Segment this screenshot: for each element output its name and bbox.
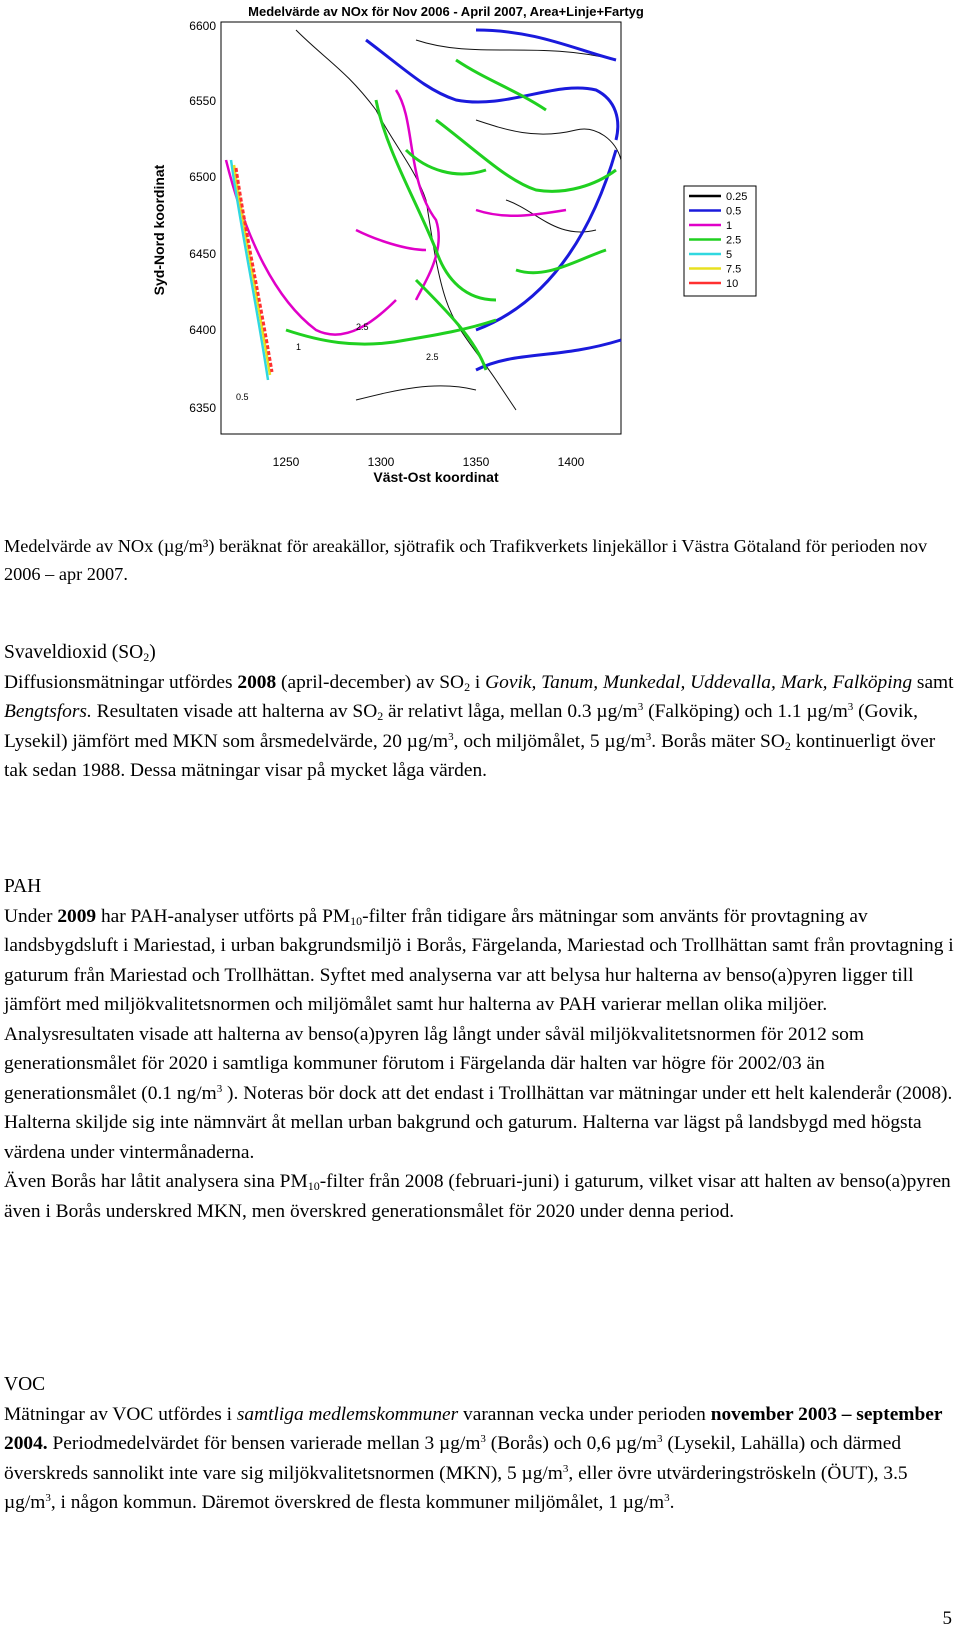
map-legend	[684, 186, 756, 296]
y-tick-label: 6400	[189, 323, 216, 337]
so2-text: Resultaten visade att halterna av SO	[91, 701, 378, 722]
voc-sup: 3	[562, 1462, 569, 1475]
voc-sup: 3	[657, 1433, 663, 1445]
so2-text: (Falköping) och 1.1 µg/m	[643, 701, 848, 722]
voc-text: , i någon kommun. Däremot överskred de flesta kommuner miljömålet, 1 µg/m	[50, 1492, 665, 1513]
y-tick-label: 6350	[189, 401, 216, 415]
pah-text: har PAH-analyser utförts på PM	[96, 905, 351, 927]
so2-text: (april-december) av SO	[276, 671, 465, 693]
so2-sup: 3	[448, 730, 454, 743]
x-axis	[273, 455, 585, 469]
voc-text: .	[669, 1492, 675, 1513]
nox-map-figure	[151, 0, 796, 508]
y-tick-label: 6500	[189, 170, 216, 184]
so2-text: kontinuerligt över tak sedan 1988. Dessa mätningar visar på mycket låga värden.	[4, 730, 936, 781]
map-title: Medelvärde av NOx för Nov 2006 - April 2007, Area+Linje+Fartyg	[248, 4, 644, 19]
so2-heading-end: )	[149, 642, 156, 663]
pah-year: 2009	[57, 905, 97, 927]
so2-text: , och miljömålet, 5 µg/m	[453, 730, 646, 752]
so2-places: Govik, Tanum, Munkedal, Uddevalla, Mark, Falköping	[485, 671, 913, 693]
caption-text: Medelvärde av NOx (µg/m³) beräknat för areakällor, sjötrafik och Trafikverkets linjekällor i Västra Götaland för perioden nov 2006 – apr 2007.	[4, 536, 928, 584]
y-tick-label: 6600	[189, 19, 216, 33]
x-axis-label: Väst-Ost koordinat	[373, 469, 499, 485]
voc-heading: VOC	[4, 1374, 46, 1395]
voc-text: Periodmedelvärdet för bensen varierade mellan 3 µg/m	[47, 1433, 481, 1454]
so2-sub: 2	[377, 709, 384, 723]
so2-year: 2008	[237, 671, 277, 693]
x-tick-label: 1300	[367, 455, 395, 469]
so2-text: är relativt låga, mellan 0.3 µg/m	[383, 701, 638, 722]
contour-label: 2.5	[356, 322, 369, 332]
y-axis	[189, 19, 216, 415]
legend-label: 0.25	[726, 191, 748, 203]
so2-heading-sub: 2	[143, 650, 150, 664]
contour-label: 1	[296, 342, 302, 352]
so2-text: (Govik, Lysekil) jämfört med MKN som årsmedelvärde, 20 µg/m	[4, 701, 918, 752]
voc-text: , eller övre utvärderingströskeln (ÖUT), 3.5 µg/m	[4, 1462, 908, 1513]
so2-sup: 3	[645, 730, 652, 743]
pah-sub: 10	[307, 1179, 320, 1193]
pah-text: ). Noteras bör dock att det endast i Trollhättan var mätningar under ett helt kalenderår (2008). Halterna skiljde sig inte nämnvärt åt mellan urban bakgrund och gaturum. Halterna var lägst på landsbygd med högsta värdena under vintermånaderna.	[4, 1082, 953, 1163]
voc-sup: 3	[45, 1492, 51, 1504]
section-pah	[4, 872, 956, 1226]
voc-sup: 3	[480, 1433, 486, 1445]
y-tick-label: 6450	[189, 247, 216, 261]
x-tick-label: 1250	[272, 455, 300, 469]
so2-text: . Borås mäter SO	[651, 730, 785, 752]
so2-sup: 3	[847, 701, 854, 713]
y-tick-label: 6550	[189, 94, 216, 108]
legend-label: 5	[726, 249, 733, 261]
so2-place-last: Bengtsfors.	[4, 701, 92, 722]
legend-label: 7.5	[726, 263, 742, 276]
voc-period: november 2003 – september 2004.	[4, 1403, 943, 1454]
pah-text: -filter från 2008 (februari-juni) i gaturum, vilket visar att halten av benso(a)pyren även i Borås underskred MKN, men överskred generationsmålet för 2020 under denna period.	[4, 1171, 951, 1222]
section-so2	[4, 638, 956, 786]
so2-heading	[4, 638, 956, 668]
pah-text: Under	[4, 905, 58, 927]
so2-text: i	[470, 671, 486, 693]
so2-sup: 3	[637, 701, 644, 713]
so2-text: samt	[912, 671, 954, 693]
so2-heading-main: Svaveldioxid (SO	[4, 642, 144, 663]
voc-text: varannan vecka under perioden	[458, 1403, 711, 1425]
x-tick-label: 1350	[462, 455, 490, 469]
x-tick-label: 1400	[557, 455, 585, 469]
page-number: 5	[942, 1608, 952, 1629]
pah-paragraph-2	[4, 1167, 956, 1226]
pah-text: -filter från tidigare års mätningar som använts för provtagning av landsbygdsluft i Mariestad, i urban bakgrundsmiljö i Borås, Färgelanda, Mariestad och Trollhättan samt från provtagning i gaturum från Mariestad och Trollhättan. Syftet med analyserna var att belysa hur halterna av benso(a)pyren ligger till jämfört med miljökvalitetsnormen och miljömålet samt hur halterna av PAH varierar mellan olika miljöer. Analysresultaten visade att halterna av benso(a)pyren låg långt under såväl miljökvalitetsnormen för 2012 som generationsmålet för 2020 i samtliga kommuner förutom i Färgelanda där halten var högre för 2002/03 än generationsmålet (0.1 ng/m	[4, 905, 954, 1104]
pah-heading: PAH	[4, 876, 42, 897]
contour-label: 2.5	[426, 352, 439, 362]
contour-label: 0.5	[236, 392, 249, 402]
legend-label: 2.5	[726, 234, 742, 247]
voc-sup: 3	[664, 1492, 670, 1504]
legend-label: 0.5	[726, 205, 742, 218]
voc-text: Mätningar av VOC utfördes i	[4, 1403, 237, 1425]
so2-sub: 2	[784, 738, 791, 753]
so2-sub: 2	[464, 679, 471, 694]
voc-italic: samtliga medlemskommuner	[236, 1403, 459, 1425]
voc-text: (Borås) och 0,6 µg/m	[485, 1433, 658, 1454]
so2-text: Diffusionsmätningar utfördes	[4, 671, 238, 693]
section-voc	[4, 1370, 956, 1518]
pah-sup: 3	[216, 1082, 223, 1095]
voc-paragraph	[4, 1400, 956, 1518]
map-plot-frame	[221, 22, 621, 434]
so2-paragraph	[4, 668, 956, 786]
legend-label: 10	[726, 278, 739, 290]
pah-text: Även Borås har låtit analysera sina PM	[4, 1171, 308, 1192]
pah-paragraph	[4, 902, 956, 1168]
voc-text: (Lysekil, Lahälla) och därmed överskreds sannolikt inte vare sig miljökvalitetsnormen (MKN), 5 µg/m	[4, 1433, 902, 1484]
figure-caption	[4, 532, 956, 588]
y-axis-label: Syd-Nord koordinat	[151, 164, 167, 296]
pah-sub: 10	[350, 913, 363, 928]
nox-map-svg	[151, 0, 796, 508]
legend-label: 1	[726, 220, 733, 232]
